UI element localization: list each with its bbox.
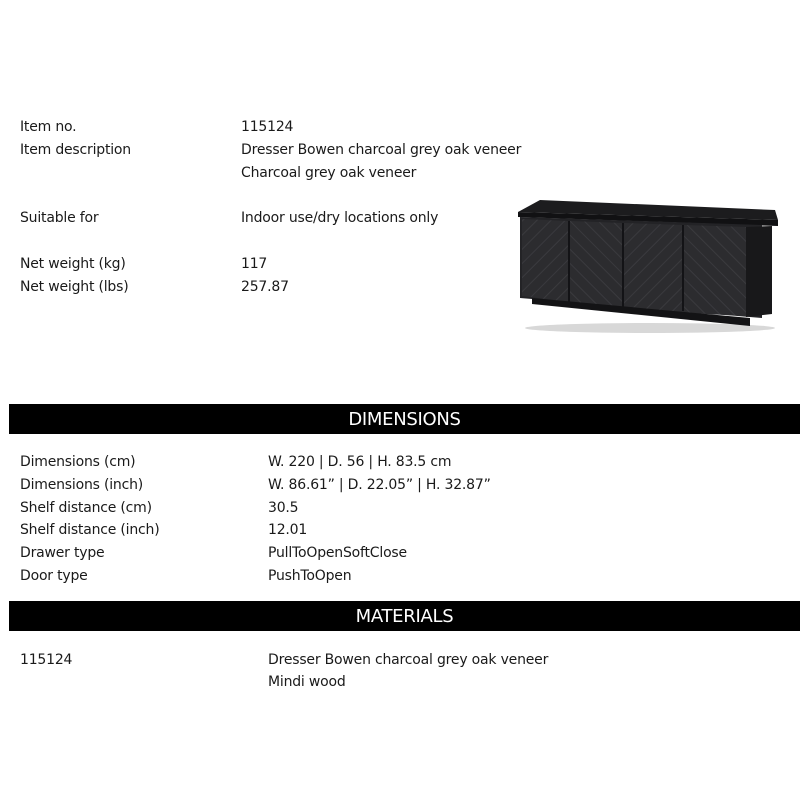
dimension-value: PullToOpenSoftClose bbox=[268, 545, 407, 561]
item-no-value: 115124 bbox=[241, 119, 294, 135]
net-weight-lbs-label: Net weight (lbs) bbox=[20, 279, 129, 295]
dimension-value: W. 86.61” | D. 22.05” | H. 32.87” bbox=[268, 477, 491, 493]
net-weight-kg-value: 117 bbox=[241, 256, 268, 272]
item-description-label: Item description bbox=[20, 142, 131, 158]
dimensions-heading: DIMENSIONS bbox=[348, 409, 461, 430]
dimension-label: Shelf distance (cm) bbox=[20, 500, 152, 516]
dimension-value: W. 220 | D. 56 | H. 83.5 cm bbox=[268, 454, 452, 470]
dimension-label: Drawer type bbox=[20, 545, 105, 561]
materials-heading: MATERIALS bbox=[355, 606, 454, 627]
suitable-for-label: Suitable for bbox=[20, 210, 99, 226]
materials-line1: Dresser Bowen charcoal grey oak veneer bbox=[268, 652, 549, 668]
item-description-line1: Dresser Bowen charcoal grey oak veneer bbox=[241, 142, 522, 158]
materials-line2: Mindi wood bbox=[268, 674, 346, 690]
dimension-label: Dimensions (cm) bbox=[20, 454, 136, 470]
dimension-label: Shelf distance (inch) bbox=[20, 522, 160, 538]
item-no-label: Item no. bbox=[20, 119, 77, 135]
dimension-value: 30.5 bbox=[268, 500, 299, 516]
materials-header-bar bbox=[9, 601, 800, 631]
materials-code: 115124 bbox=[20, 652, 73, 668]
dimension-value: PushToOpen bbox=[268, 568, 352, 584]
dimensions-header-bar bbox=[9, 404, 800, 434]
suitable-for-value: Indoor use/dry locations only bbox=[241, 210, 439, 226]
net-weight-kg-label: Net weight (kg) bbox=[20, 256, 126, 272]
dresser-icon bbox=[510, 190, 800, 340]
dresser-product-image bbox=[510, 190, 800, 340]
dimension-label: Door type bbox=[20, 568, 88, 584]
dimension-label: Dimensions (inch) bbox=[20, 477, 144, 493]
item-description-line2: Charcoal grey oak veneer bbox=[241, 165, 417, 181]
net-weight-lbs-value: 257.87 bbox=[241, 279, 289, 295]
dimension-value: 12.01 bbox=[268, 522, 308, 538]
